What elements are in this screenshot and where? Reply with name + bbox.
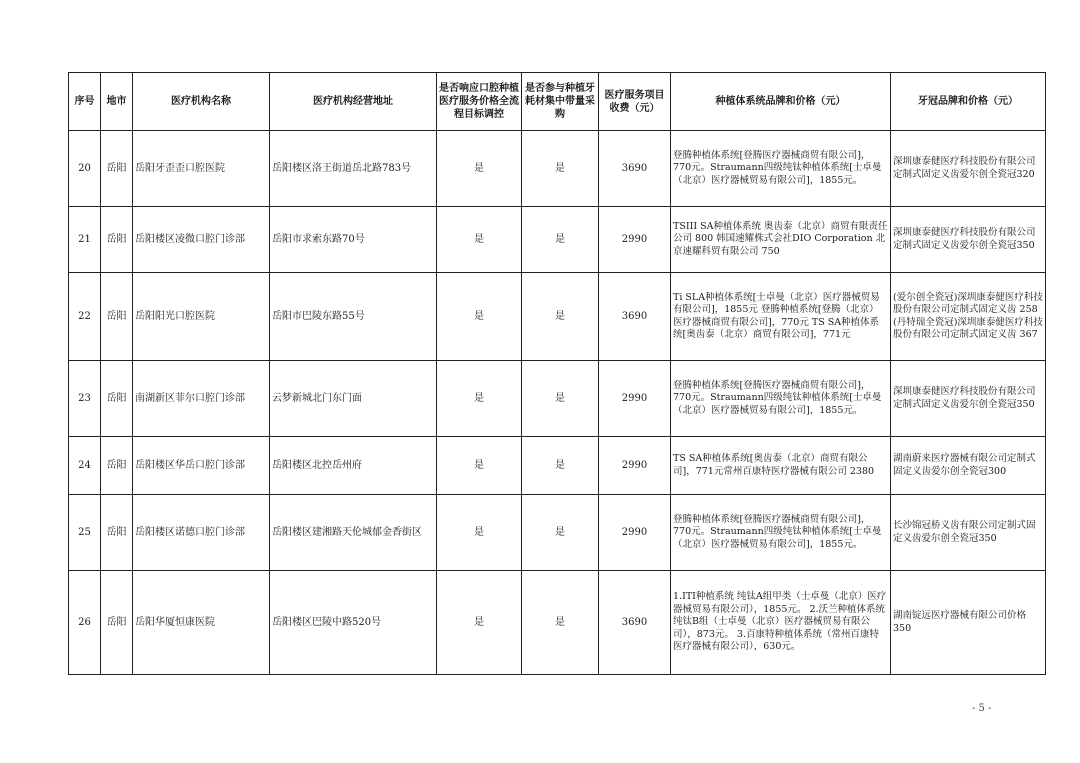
row-procure: 是 (522, 131, 599, 207)
row-respond: 是 (437, 131, 522, 207)
row-institution-name: 岳阳楼区诺德口腔门诊部 (133, 495, 270, 571)
row-crown: (爱尔创全瓷冠)深圳康泰健医疗科技股份有限公司定制式固定义齿 258 (丹特瑞全瓷冠)深圳康泰健医疗科技股份有限公司定制式固定义齿 367 (891, 273, 1046, 361)
header-no: 序号 (69, 73, 101, 131)
row-fee: 2990 (599, 495, 671, 571)
header-procurement: 是否参与种植牙耗材集中带量采购 (522, 73, 599, 131)
row-fee: 2990 (599, 207, 671, 273)
row-implant-system: 登腾种植体系统[登腾医疗器械商贸有限公司]，770元。Straumann四级纯钛种植体系统[士卓曼（北京）医疗器械贸易有限公司]，1855元。 (671, 495, 891, 571)
table-row (69, 361, 1046, 437)
row-implant-system: TSIII SA种植体系统 奥齿泰（北京）商贸有限责任公司 800 韩国速耀株式会社DIO Corporation 北京速耀科贸有限公司 750 (671, 207, 891, 273)
row-respond: 是 (437, 571, 522, 675)
row-city: 岳阳 (101, 207, 133, 273)
row-respond: 是 (437, 437, 522, 495)
row-no: 25 (69, 495, 101, 571)
row-institution-name: 岳阳华厦恒康医院 (133, 571, 270, 675)
row-fee: 3690 (599, 571, 671, 675)
table-row (69, 131, 1046, 207)
row-procure: 是 (522, 361, 599, 437)
row-no: 23 (69, 361, 101, 437)
row-institution-name: 岳阳楼区凌微口腔门诊部 (133, 207, 270, 273)
row-fee: 3690 (599, 273, 671, 361)
row-procure: 是 (522, 495, 599, 571)
row-no: 26 (69, 571, 101, 675)
row-fee: 2990 (599, 437, 671, 495)
row-address: 岳阳市求索东路70号 (270, 207, 437, 273)
table-row (69, 207, 1046, 273)
page-number: - 5 - (972, 703, 992, 714)
header-city: 地市 (101, 73, 133, 131)
row-procure: 是 (522, 437, 599, 495)
row-implant-system: 1.ITI种植系统 纯钛A组甲类（士卓曼（北京）医疗器械贸易有限公司），1855元。 2.沃兰种植体系统纯钛B组（士卓曼（北京）医疗器械贸易有限公司），873元。 3.百康特种植体系统（常州百康特医疗器械有限公司），630元。 (671, 571, 891, 675)
row-crown: 长沙锦冠桥义齿有限公司定制式固定义齿爱尔创全瓷冠350 (891, 495, 1046, 571)
row-procure: 是 (522, 571, 599, 675)
row-city: 岳阳 (101, 437, 133, 495)
row-crown: 深圳康泰健医疗科技股份有限公司定制式固定义齿爱尔创全瓷冠350 (891, 361, 1046, 437)
row-crown: 深圳康泰健医疗科技股份有限公司定制式固定义齿爱尔创全瓷冠320 (891, 131, 1046, 207)
table-row (69, 437, 1046, 495)
row-implant-system: Ti SLA种植体系统[士卓曼（北京）医疗器械贸易有限公司]，1855元 登腾种植系统[登腾（北京）医疗器械商贸有限公司]，770元 TS SA种植体系统[奥齿泰（北京）商贸有限公司]，771元 (671, 273, 891, 361)
header-institution-name: 医疗机构名称 (133, 73, 270, 131)
row-respond: 是 (437, 495, 522, 571)
row-respond: 是 (437, 273, 522, 361)
row-city: 岳阳 (101, 495, 133, 571)
row-implant-system: TS SA种植体系统[奥齿泰（北京）商贸有限公司]，771元常州百康特医疗器械有限公司 2380 (671, 437, 891, 495)
row-institution-name: 岳阳阳光口腔医院 (133, 273, 270, 361)
table-row (69, 571, 1046, 675)
row-address: 岳阳楼区洛王街道岳北路783号 (270, 131, 437, 207)
row-institution-name: 岳阳牙歪歪口腔医院 (133, 131, 270, 207)
table-row (69, 273, 1046, 361)
row-address: 岳阳楼区北控岳州府 (270, 437, 437, 495)
row-procure: 是 (522, 207, 599, 273)
row-city: 岳阳 (101, 131, 133, 207)
row-no: 20 (69, 131, 101, 207)
row-city: 岳阳 (101, 361, 133, 437)
row-institution-name: 南湖新区菲尔口腔门诊部 (133, 361, 270, 437)
row-no: 21 (69, 207, 101, 273)
row-address: 岳阳市巴陵东路55号 (270, 273, 437, 361)
row-respond: 是 (437, 207, 522, 273)
row-institution-name: 岳阳楼区华岳口腔门诊部 (133, 437, 270, 495)
row-implant-system: 登腾种植体系统[登腾医疗器械商贸有限公司]，770元。Straumann四级纯钛种植体系统[士卓曼（北京）医疗器械贸易有限公司]，1855元。 (671, 131, 891, 207)
row-crown: 湖南蔚来医疗器械有限公司定制式固定义齿爱尔创全瓷冠300 (891, 437, 1046, 495)
row-respond: 是 (437, 361, 522, 437)
row-city: 岳阳 (101, 571, 133, 675)
implant-price-table (68, 72, 1046, 675)
header-address: 医疗机构经营地址 (270, 73, 437, 131)
row-no: 24 (69, 437, 101, 495)
header-implant-system: 种植体系统品牌和价格（元） (671, 73, 891, 131)
row-fee: 3690 (599, 131, 671, 207)
row-fee: 2990 (599, 361, 671, 437)
table-header-row (69, 73, 1046, 131)
row-address: 岳阳楼区建湘路天伦城郁金香街区 (270, 495, 437, 571)
table-row (69, 495, 1046, 571)
row-procure: 是 (522, 273, 599, 361)
row-implant-system: 登腾种植体系统[登腾医疗器械商贸有限公司]，770元。Straumann四级纯钛种植体系统[士卓曼（北京）医疗器械贸易有限公司]，1855元。 (671, 361, 891, 437)
row-crown: 湖南锭远医疗器械有限公司价格350 (891, 571, 1046, 675)
header-crown: 牙冠品牌和价格（元） (891, 73, 1046, 131)
row-address: 岳阳楼区巴陵中路520号 (270, 571, 437, 675)
row-address: 云梦新城北门东门面 (270, 361, 437, 437)
row-crown: 深圳康泰健医疗科技股份有限公司定制式固定义齿爱尔创全瓷冠350 (891, 207, 1046, 273)
row-city: 岳阳 (101, 273, 133, 361)
header-service-fee: 医疗服务项目收费（元） (599, 73, 671, 131)
header-respond-price-control: 是否响应口腔种植医疗服务价格全流程目标调控 (437, 73, 522, 131)
row-no: 22 (69, 273, 101, 361)
